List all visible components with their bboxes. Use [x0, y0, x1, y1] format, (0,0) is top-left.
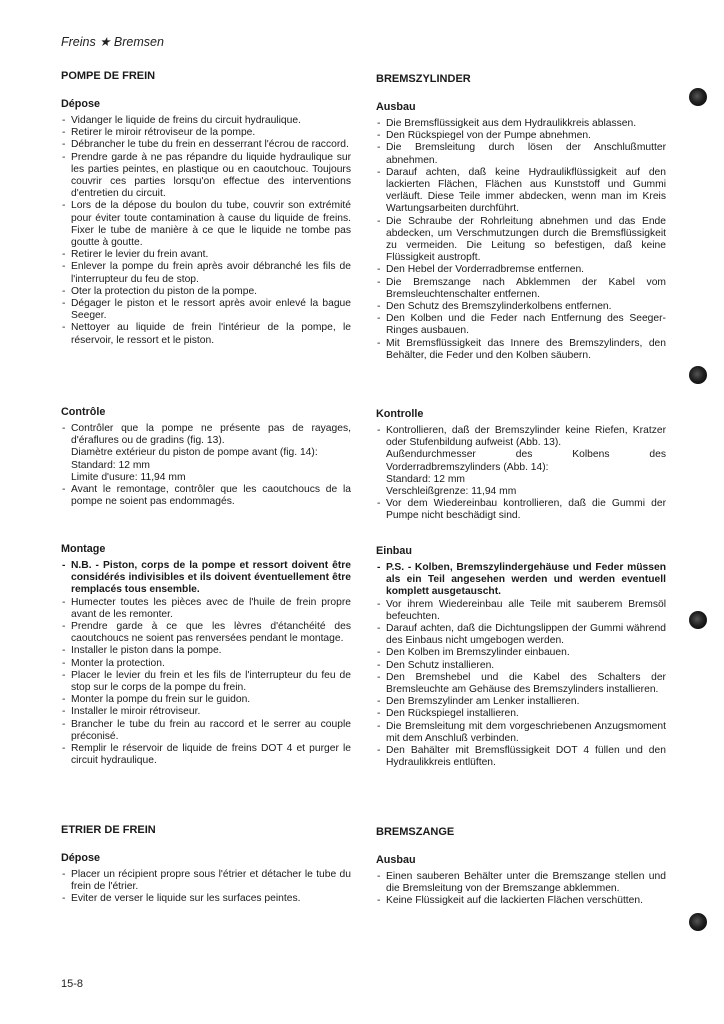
binder-hole-mark [689, 366, 707, 384]
montage-list [61, 560, 351, 767]
bremszange-ausbau-list [376, 871, 666, 908]
einbau-list [376, 562, 666, 769]
list-item: Außendurchmesser des Kolbens des Vorderradbremszylinders (Abb. 14): [386, 449, 666, 473]
kontrolle-section [376, 408, 666, 523]
list-item: - Prendre garde à ce que les lèvres d'étanchéité des caoutchoucs ne soient pas renversées pendant le montage. [61, 621, 351, 645]
section-title-bremszange: BREMSZANGE [376, 826, 455, 838]
list-item: - Den Hebel der Vorderradbremse entfernen. [376, 264, 666, 276]
list-item: - Retirer le miroir rétroviseur de la pompe. [61, 127, 351, 139]
list-item: - Vor dem Wiedereinbau kontrollieren, daß die Gummi der Pumpe nicht beschädigt sind. [376, 498, 666, 522]
binder-hole-mark [689, 88, 707, 106]
list-item: - Dégager le piston et le ressort après avoir enlevé la bague Seeger. [61, 298, 351, 322]
list-item: - Kontrollieren, daß der Bremszylinder keine Riefen, Kratzer oder Stufenbildung aufweist (Abb. 13). [376, 425, 666, 449]
list-item: - Darauf achten, daß keine Hydraulikflüssigkeit auf den lackierten Flächen, Flächen aus Kunststoff und Gummi verläuft. Diese Teile immer abdecken, wenn man im Kreis Wartungsarbeiten durchführt. [376, 167, 666, 216]
list-item: - Lors de la dépose du boulon du tube, couvrir son extrémité pour éviter toute contamination à cause du liquide de freins. Fixer le tube de manière à ce que le liquide ne tombe pas goutte à goutte. [61, 200, 351, 249]
controle-section [61, 406, 351, 508]
list-item: - Die Bremsflüssigkeit aus dem Hydraulikkreis ablassen. [376, 118, 666, 130]
montage-section [61, 543, 351, 767]
list-item: - Einen sauberen Behälter unter die Bremszange stellen und die Bremsleitung von der Bremszange abklemmen. [376, 871, 666, 895]
list-item: - Débrancher le tube du frein en desserrant l'écrou de raccord. [61, 139, 351, 151]
list-item: - Installer le piston dans la pompe. [61, 645, 351, 657]
list-item: - Darauf achten, daß die Dichtungslippen der Gummi während des Einbaus nicht umgebogen werden. [376, 623, 666, 647]
list-item: - Humecter toutes les pièces avec de l'huile de frein propre avant de les remonter. [61, 597, 351, 621]
subsection-title-ausbau: Ausbau [376, 101, 416, 113]
subsection-title-depose: Dépose [61, 98, 101, 110]
list-item: Standard: 12 mm [386, 473, 465, 485]
bremszylinder-section [376, 73, 666, 362]
list-item: - Installer le miroir rétroviseur. [61, 706, 351, 718]
list-item: - P.S. - Kolben, Bremszylindergehäuse und Feder müssen als ein Teil angesehen werden und werden eventuell komplett ausgetauscht. [376, 562, 666, 599]
subsection-title-einbau: Einbau [376, 545, 412, 557]
depose-list [61, 115, 351, 347]
list-item: Verschleißgrenze: 11,94 mm [386, 486, 517, 498]
list-item: Diamètre extérieur du piston de pompe avant (fig. 14): [71, 447, 318, 459]
einbau-section [376, 545, 666, 769]
binder-hole-mark [689, 611, 707, 629]
list-item: - Den Bahälter mit Bremsflüssigkeit DOT 4 füllen und den Hydraulikkreis entlüften. [376, 745, 666, 769]
list-item: - Den Kolben im Bremszylinder einbauen. [376, 647, 666, 659]
page-number: 15-8 [61, 978, 84, 990]
list-item: - Brancher le tube du frein au raccord et le serrer au couple préconisé. [61, 719, 351, 743]
list-item: - Retirer le levier du frein avant. [61, 249, 351, 261]
list-item: - Keine Flüssigkeit auf die lackierten Flächen verschütten. [376, 895, 666, 907]
ausbau-list [376, 118, 666, 362]
list-item: - Den Schutz des Bremszylinderkolbens entfernen. [376, 301, 666, 313]
list-item: - Den Rückspiegel installieren. [376, 708, 666, 720]
list-item: - Den Rückspiegel von der Pumpe abnehmen. [376, 130, 666, 142]
list-item: - Vidanger le liquide de freins du circuit hydraulique. [61, 115, 351, 127]
subsection-title-montage: Montage [61, 543, 106, 555]
list-item: Standard: 12 mm [71, 459, 150, 471]
kontrolle-list [376, 425, 666, 523]
pompe-section [61, 70, 351, 347]
list-item: - Monter la pompe du frein sur le guidon. [61, 694, 351, 706]
bremszange-section [376, 826, 666, 908]
list-item: - Den Bremshebel und die Kabel des Schalters der Bremsleuchte am Gehäuse des Bremszylinders installieren. [376, 672, 666, 696]
list-item: - Prendre garde à ne pas répandre du liquide hydraulique sur les parties peintes, en plastique ou en caoutchouc. Toujours couvrir ces parties lorsqu'on effectue des interventions d'entretien du circuit. [61, 152, 351, 201]
list-item: - Enlever la pompe du frein après avoir débranché les fils de l'interrupteur du feu de stop. [61, 261, 351, 285]
list-item: - Den Kolben und die Feder nach Entfernung des Seeger-Ringes ausbauen. [376, 313, 666, 337]
list-item: - Die Schraube der Rohrleitung abnehmen und das Ende abdecken, um Verschmutzungen durch die Bremsflüssigkeit zu vermeiden. Die Leitung so befestigen, daß keine Flüssigkeit austropft. [376, 216, 666, 265]
list-item: - Monter la protection. [61, 658, 351, 670]
list-item: - Avant le remontage, contrôler que les caoutchoucs de la pompe ne soient pas endommagés. [61, 484, 351, 508]
list-item: - Oter la protection du piston de la pompe. [61, 286, 351, 298]
list-item: - Placer un récipient propre sous l'étrier et détacher le tube du frein de l'étrier. [61, 869, 351, 893]
controle-list [61, 423, 351, 508]
list-item: - N.B. - Piston, corps de la pompe et ressort doivent être considérés indivisibles et ils doivent éventuellement être remplacés tous ensemble. [61, 560, 351, 597]
subsection-title-depose: Dépose [61, 852, 101, 864]
list-item: - Contrôler que la pompe ne présente pas de rayages, d'éraflures ou de gradins (fig. 13). [61, 423, 351, 447]
list-item: - Den Bremszylinder am Lenker installieren. [376, 696, 666, 708]
list-item: - Vor ihrem Wiedereinbau alle Teile mit sauberem Bremsöl befeuchten. [376, 599, 666, 623]
subsection-title-ausbau: Ausbau [376, 854, 416, 866]
section-title-bremszylinder: BREMSZYLINDER [376, 73, 471, 85]
list-item: - Die Bremsleitung mit dem vorgeschriebenen Anzugsmoment mit dem Anschluß verbinden. [376, 721, 666, 745]
list-item: - Den Schutz installieren. [376, 660, 666, 672]
list-item: - Remplir le réservoir de liquide de freins DOT 4 et purger le circuit hydraulique. [61, 743, 351, 767]
list-item: Limite d'usure: 11,94 mm [71, 471, 186, 483]
list-item: - Mit Bremsflüssigkeit das Innere des Bremszylinders, den Behälter, die Feder und den Kolben säubern. [376, 338, 666, 362]
subsection-title-controle: Contrôle [61, 406, 106, 418]
binder-hole-mark [689, 913, 707, 931]
etrier-section [61, 824, 351, 906]
etrier-depose-list [61, 869, 351, 906]
list-item: - Placer le levier du frein et les fils de l'interrupteur du feu de stop sur le corps de la pompe du frein. [61, 670, 351, 694]
list-item: - Eviter de verser le liquide sur les surfaces peintes. [61, 893, 351, 905]
page-header: Freins ★ Bremsen [61, 35, 164, 49]
list-item: - Die Bremszange nach Abklemmen der Kabel vom Bremsleuchtenschalter entfernen. [376, 277, 666, 301]
section-title-etrier: ETRIER DE FREIN [61, 824, 156, 836]
list-item: - Nettoyer au liquide de frein l'intérieur de la pompe, le réservoir, le ressort et le piston. [61, 322, 351, 346]
list-item: - Die Bremsleitung durch lösen der Anschlußmutter abnehmen. [376, 142, 666, 166]
section-title-pompe: POMPE DE FREIN [61, 70, 156, 82]
subsection-title-kontrolle: Kontrolle [376, 408, 424, 420]
